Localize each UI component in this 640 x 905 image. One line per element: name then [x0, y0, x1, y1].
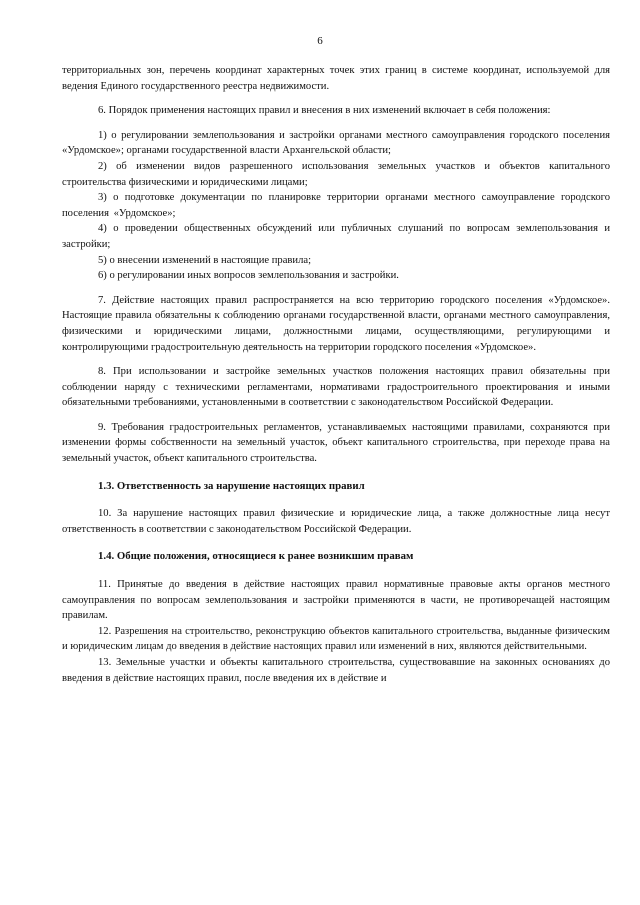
section-heading-1-3: 1.3. Ответственность за нарушение настоящих правил — [98, 479, 365, 492]
list-item-6-4: 4) о проведении общественных обсуждений или публичных слушаний по вопросам землепользования и застройки; — [62, 223, 610, 250]
list-item-6-2: 2) об изменении видов разрешенного использования земельных участков и объектов капитального строительства физическими и юридическими лицами; — [62, 160, 610, 188]
list-item-6-5: 5) о внесении изменений в настоящие правила; — [98, 254, 312, 266]
paragraph-6: 6. Порядок применения настоящих правил и внесения в них изменений включает в себя положения: — [98, 105, 551, 117]
section-heading-1-4: 1.4. Общие положения, относящиеся к ранее возникшим правам — [98, 550, 414, 563]
paragraph-7: 7. Действие настоящих правил распространяется на всю территорию городского поселения «Урдомское». Настоящие правила обязательны к соблюдению органами государственной власти, органами местного самоуправления, физическими и юридическими лицами, должностными лицами, осуществляющими, регулирующими и контролирующими градостроительную деятельность на территории городского поселения «Урдомское». — [62, 294, 610, 353]
document-body — [62, 63, 610, 686]
paragraph-12: 12. Разрешения на строительство, реконструкцию объектов капитального строительства, выданные физическим и юридическим лицам до введения в действие настоящих правил или изменений в них, являются действительными. — [62, 625, 610, 653]
paragraph-8: 8. При использовании и застройке земельных участков положения настоящих правил обязательны при соблюдении наряду с техническими регламентами, нормативами градостроительного проектирования и иными обязательными требованиями, установленными в соответствии с законодательством Российской Федерации. — [62, 366, 610, 409]
list-item-6-6: 6) о регулировании иных вопросов землепользования и застройки. — [98, 270, 399, 282]
paragraph-10: 10. За нарушение настоящих правил физические и юридические лица, а также должностные лица несут ответственность в соответствии с законодательством Российской Федерации. — [62, 508, 610, 535]
paragraph-continuation: территориальных зон, перечень координат характерных точек этих границ в системе координат, используемой для ведения Единого государственного реестра недвижимости. — [62, 65, 610, 92]
list-item-6-3: 3) о подготовке документации по планировке территории органами местного самоуправление городского поселения «Урдомское»; — [62, 192, 610, 219]
page-number: 6 — [317, 35, 323, 47]
paragraph-13: 13. Земельные участки и объекты капитального строительства, существовавшие на законных основаниях до введения в действие настоящих правил, после введения их в действие и — [62, 657, 610, 684]
paragraph-11: 11. Принятые до введения в действие настоящих правил нормативные правовые акты органов местного самоуправления по вопросам землепользования и застройки применяются в части, не противоречащей настоящим правилам. — [62, 579, 610, 622]
paragraph-9: 9. Требования градостроительных регламентов, устанавливаемых настоящими правилами, сохраняются при изменении формы собственности на земельный участок, объект капитального строительства, при переходе права на земельный участок, объект капитального строительства. — [62, 421, 610, 465]
list-item-6-1: 1) о регулировании землепользования и застройки органами местного самоуправления городского поселения «Урдомское»; органами государственной власти Архангельской области; — [62, 129, 610, 157]
